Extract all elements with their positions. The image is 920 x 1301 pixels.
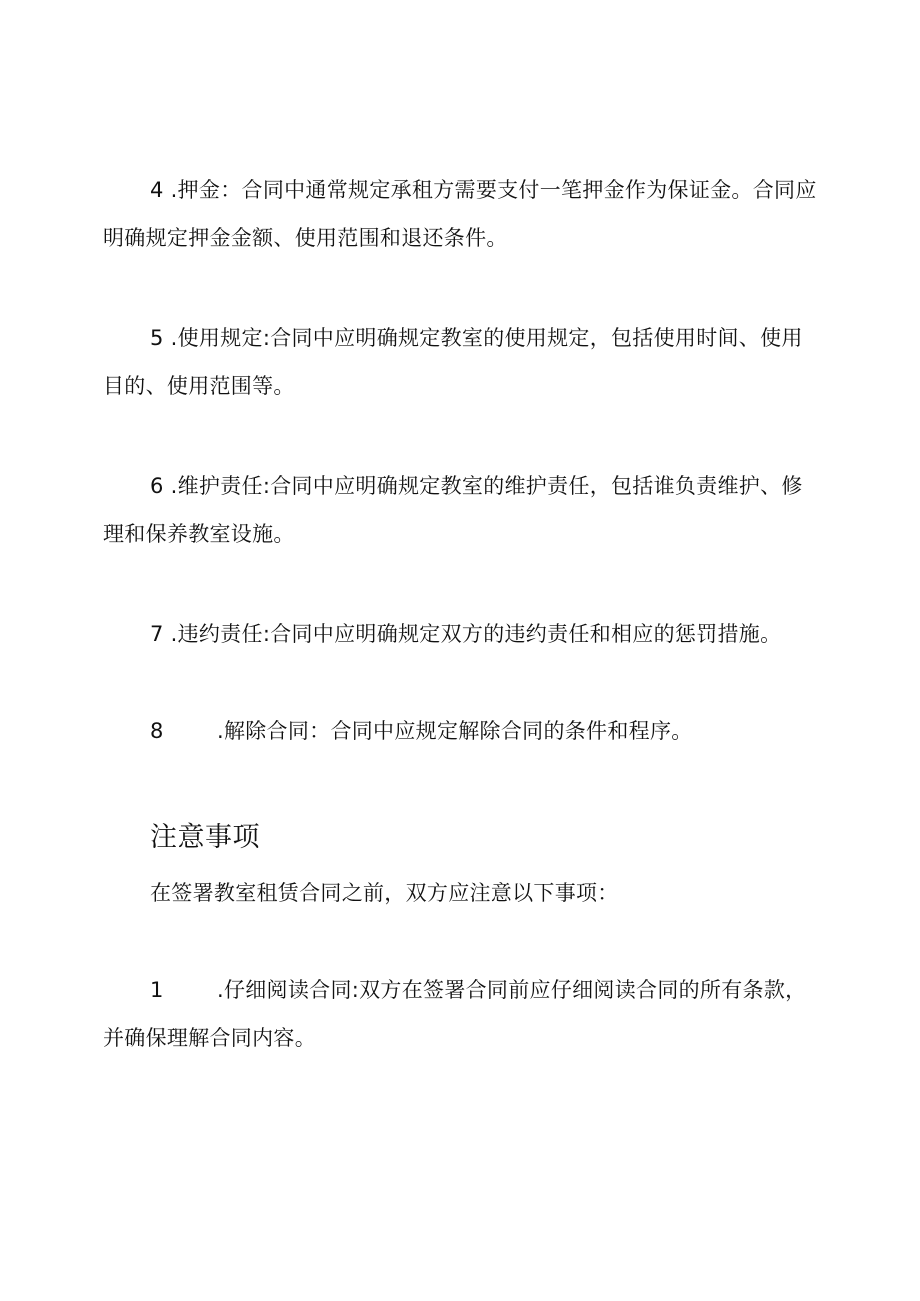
note-number: 1 [150,978,164,1002]
clause-text: .维护责任:合同中应明确规定教室的维护责任，包括谁负责维护、修理和保养教室设施。 [103,474,803,546]
clause-number: 8 [150,719,164,743]
clause-4 [103,166,823,262]
clause-text: .使用规定:合同中应明确规定教室的使用规定，包括使用时间、使用目的、使用范围等。 [103,326,803,398]
clause-number: 7 [150,622,164,646]
clause-text: .违约责任:合同中应明确规定双方的违约责任和相应的惩罚措施。 [170,622,782,646]
clause-text: .押金：合同中通常规定承租方需要支付一笔押金作为保证金。合同应明确规定押金金额、使用范围和退还条件。 [103,178,817,250]
note-text: .仔细阅读合同:双方在签署合同前应仔细阅读合同的所有条款，并确保理解合同内容。 [103,978,807,1050]
note-1 [103,966,823,1062]
clause-8 [103,707,823,755]
clause-7 [103,610,823,658]
section-heading: 注意事项 [150,822,260,853]
section-intro: 在签署教室租赁合同之前，双方应注意以下事项： [150,881,619,905]
clause-number: 6 [150,474,164,498]
clause-6 [103,462,823,558]
clause-text: .解除合同：合同中应规定解除合同的条件和程序。 [216,719,693,743]
clause-number: 5 [150,326,164,350]
clause-5 [103,314,823,410]
clause-number: 4 [150,178,164,202]
